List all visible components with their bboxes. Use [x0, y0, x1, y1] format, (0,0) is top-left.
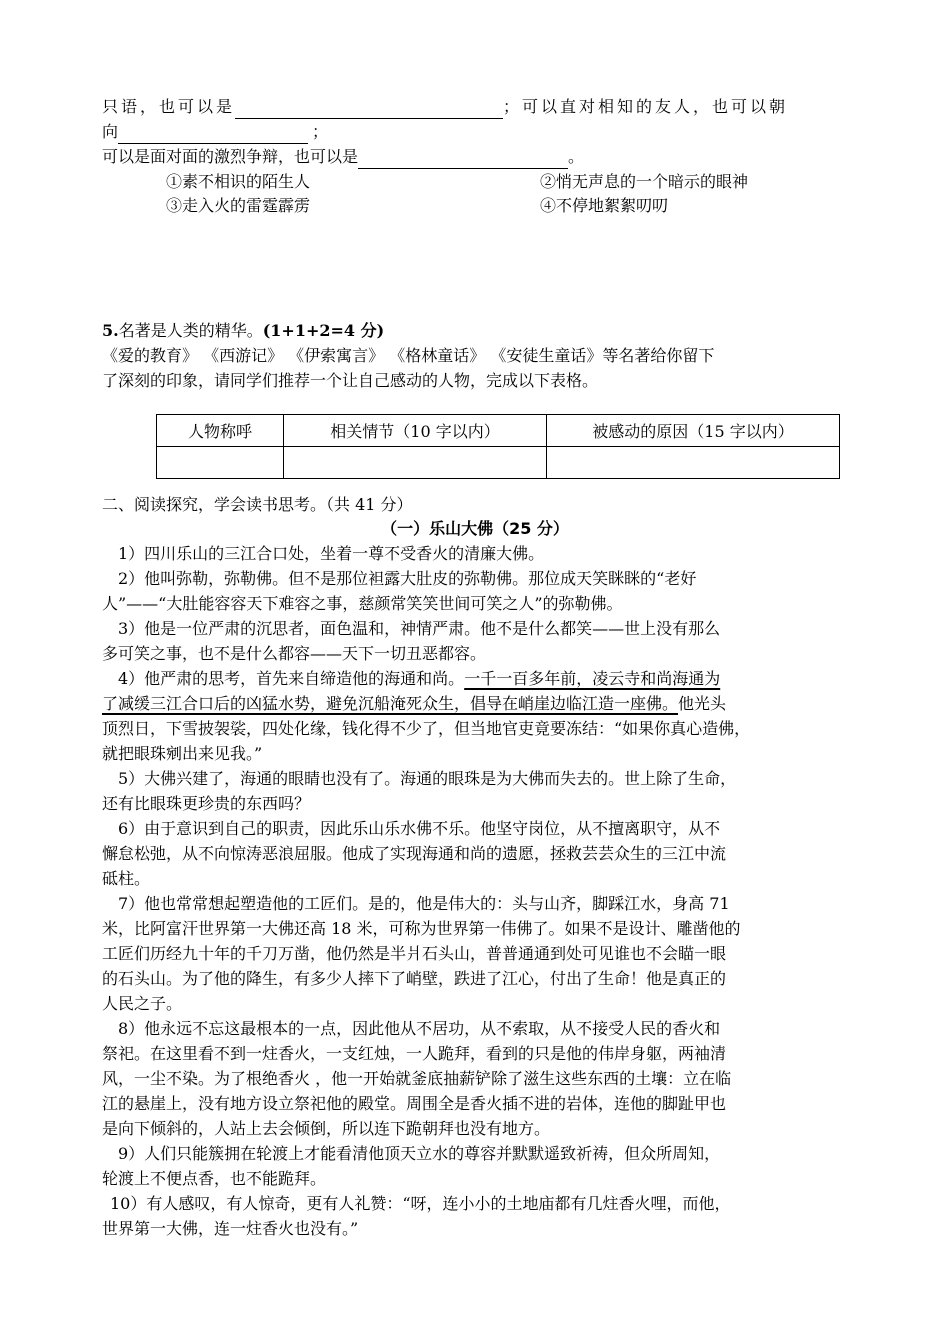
- underlined-sentence: 了减缓三江合口后的凶猛水势，避免沉船淹死众生，倡导在峭崖边临江造一座佛。: [102, 694, 679, 713]
- paragraph-text: 4）他严肃的思考，首先来自缔造他的海通和尚。: [118, 669, 465, 688]
- paragraph-4-cont: 就把眼珠剜出来见我。”: [102, 744, 263, 763]
- paragraph-1: 1）四川乐山的三江合口处，坐着一尊不受香火的清廉大佛。: [118, 544, 545, 563]
- paragraph-8: 8）他永远不忘这最根本的一点，因此他从不居功，从不索取，从不接受人民的香火和: [118, 1019, 721, 1038]
- q4-text: 。: [568, 147, 585, 166]
- paragraph-7-cont: 人民之子。: [102, 994, 183, 1013]
- paragraph-text: 他光头: [678, 694, 727, 713]
- paragraph-10: 10）有人感叹，有人惊奇，更有人礼赞：“呀，连小小的土地庙都有几炷香火哩，而他，: [110, 1194, 731, 1213]
- paragraph-6: 6）由于意识到自己的职责，因此乐山乐水佛不乐。他坚守岗位，从不擅离职守，从不: [118, 819, 721, 838]
- q4-text: 向: [102, 122, 119, 141]
- paragraph-2: 2）他叫弥勒，弥勒佛。但不是那位袒露大肚皮的弥勒佛。那位成天笑眯眯的“老好: [118, 569, 697, 588]
- q5-text-1: 《爱的教育》 《西游记》 《伊索寓言》 《格林童话》 《安徒生童话》等名著给你留下: [102, 346, 715, 365]
- paragraph-4: [118, 667, 720, 691]
- paragraph-9: 9）人们只能簇拥在轮渡上才能看清他顶天立水的尊容并默默遥致祈祷，但众所周知，: [118, 1144, 721, 1163]
- q5-text-2: 了深刻的印象，请同学们推荐一个让自己感动的人物，完成以下表格。: [102, 371, 599, 390]
- question-number: 5.: [102, 321, 119, 340]
- option-4: ④不停地絮絮叨叨: [540, 196, 669, 215]
- paragraph-7-cont: 米，比阿富汗世界第一大佛还高 18 米，可称为世界第一伟佛了。如果不是设计、雕凿他的: [102, 919, 741, 938]
- option-1: ①素不相识的陌生人: [166, 172, 311, 191]
- paragraph-3-cont: 多可笑之事，也不是什么都容——天下一切丑恶都容。: [102, 644, 487, 663]
- table-header: 人物称呼: [157, 415, 284, 447]
- answer-blank-2[interactable]: [118, 125, 308, 144]
- answer-blank-3[interactable]: [358, 150, 568, 169]
- paragraph-6-cont: 砥柱。: [102, 869, 151, 888]
- option-3: ③走入火的雷霆霹雳: [166, 196, 311, 215]
- paragraph-6-cont: 懈怠松弛，从不向惊涛恶浪屈服。他成了实现海通和尚的遗愿，拯救芸芸众生的三江中流: [102, 844, 727, 863]
- paragraph-10-cont: 世界第一大佛，连一炷香火也没有。”: [102, 1219, 359, 1238]
- answer-blank-1[interactable]: [235, 100, 503, 119]
- paragraph-5-cont: 还有比眼珠更珍贵的东西吗？: [102, 794, 311, 813]
- article-title: （一）乐山大佛（25 分）: [381, 519, 569, 538]
- section-heading: 二、阅读探究，学会读书思考。（共 41 分）: [102, 495, 413, 514]
- question-title: 名著是人类的精华。: [118, 321, 263, 340]
- q4-line-2: [102, 120, 328, 144]
- paragraph-5: 5）大佛兴建了，海通的眼睛也没有了。海通的眼珠是为大佛而失去的。世上除了生命，: [118, 769, 737, 788]
- question-score: (1+1+2=4 分): [262, 321, 385, 340]
- paragraph-8-cont: 是向下倾斜的，人站上去会倾倒，所以连下跪朝拜也没有地方。: [102, 1119, 551, 1138]
- q4-text: 可以是面对面的激烈争辩，也可以是: [102, 147, 359, 166]
- q4-text: ；: [312, 122, 329, 141]
- q4-text: ；可以直对相知的友人，也可以朝: [503, 97, 789, 116]
- answer-table: [156, 414, 840, 479]
- table-header: 相关情节（10 字以内）: [284, 415, 547, 447]
- paragraph-2-cont: 人”——“大肚能容容天下难容之事，慈颜常笑笑世间可笑之人”的弥勒佛。: [102, 594, 623, 613]
- underlined-sentence: 一千一百多年前，凌云寺和尚海通为: [464, 669, 721, 688]
- q4-line-1: [102, 95, 788, 119]
- paragraph-8-cont: 祭祀。在这里看不到一炷香火，一支红烛，一人跪拜，看到的只是他的伟岸身躯，两袖清: [102, 1044, 727, 1063]
- table-answer-row: [157, 447, 840, 479]
- table-answer-cell[interactable]: [157, 447, 284, 479]
- q5-title: [102, 319, 384, 343]
- q4-line-3: [102, 145, 584, 169]
- table-header-row: [157, 415, 840, 447]
- paragraph-7: 7）他也常常想起塑造他的工匠们。是的，他是伟大的：头与山齐，脚踩江水，身高 71: [118, 894, 730, 913]
- paragraph-4-cont: [102, 692, 726, 716]
- paragraph-8-cont: 风，一尘不染。为了根绝香火 ，他一开始就釜底抽薪铲除了滋生这些东西的土壤：立在临: [102, 1069, 732, 1088]
- q4-text: 只语，也可以是: [102, 97, 236, 116]
- paragraph-4-cont: 顶烈日，下雪披袈裟，四处化缘，钱化得不少了，但当地官吏竟要冻结：“如果你真心造佛，: [102, 719, 751, 738]
- option-2: ②悄无声息的一个暗示的眼神: [540, 172, 749, 191]
- paragraph-7-cont: 工匠们历经九十年的千刀万凿，他仍然是半爿石头山，普普通通到处可见谁也不会瞄一眼: [102, 944, 727, 963]
- table-answer-cell[interactable]: [547, 447, 840, 479]
- table-header: 被感动的原因（15 字以内）: [547, 415, 840, 447]
- table-answer-cell[interactable]: [284, 447, 547, 479]
- paragraph-7-cont: 的石头山。为了他的降生，有多少人摔下了峭壁，跌进了江心，付出了生命！他是真正的: [102, 969, 727, 988]
- paragraph-9-cont: 轮渡上不便点香，也不能跪拜。: [102, 1169, 327, 1188]
- paragraph-8-cont: 江的悬崖上，没有地方设立祭祀他的殿堂。周围全是香火插不进的岩体，连他的脚趾甲也: [102, 1094, 727, 1113]
- paragraph-3: 3）他是一位严肃的沉思者，面色温和，神情严肃。他不是什么都笑——世上没有那么: [118, 619, 721, 638]
